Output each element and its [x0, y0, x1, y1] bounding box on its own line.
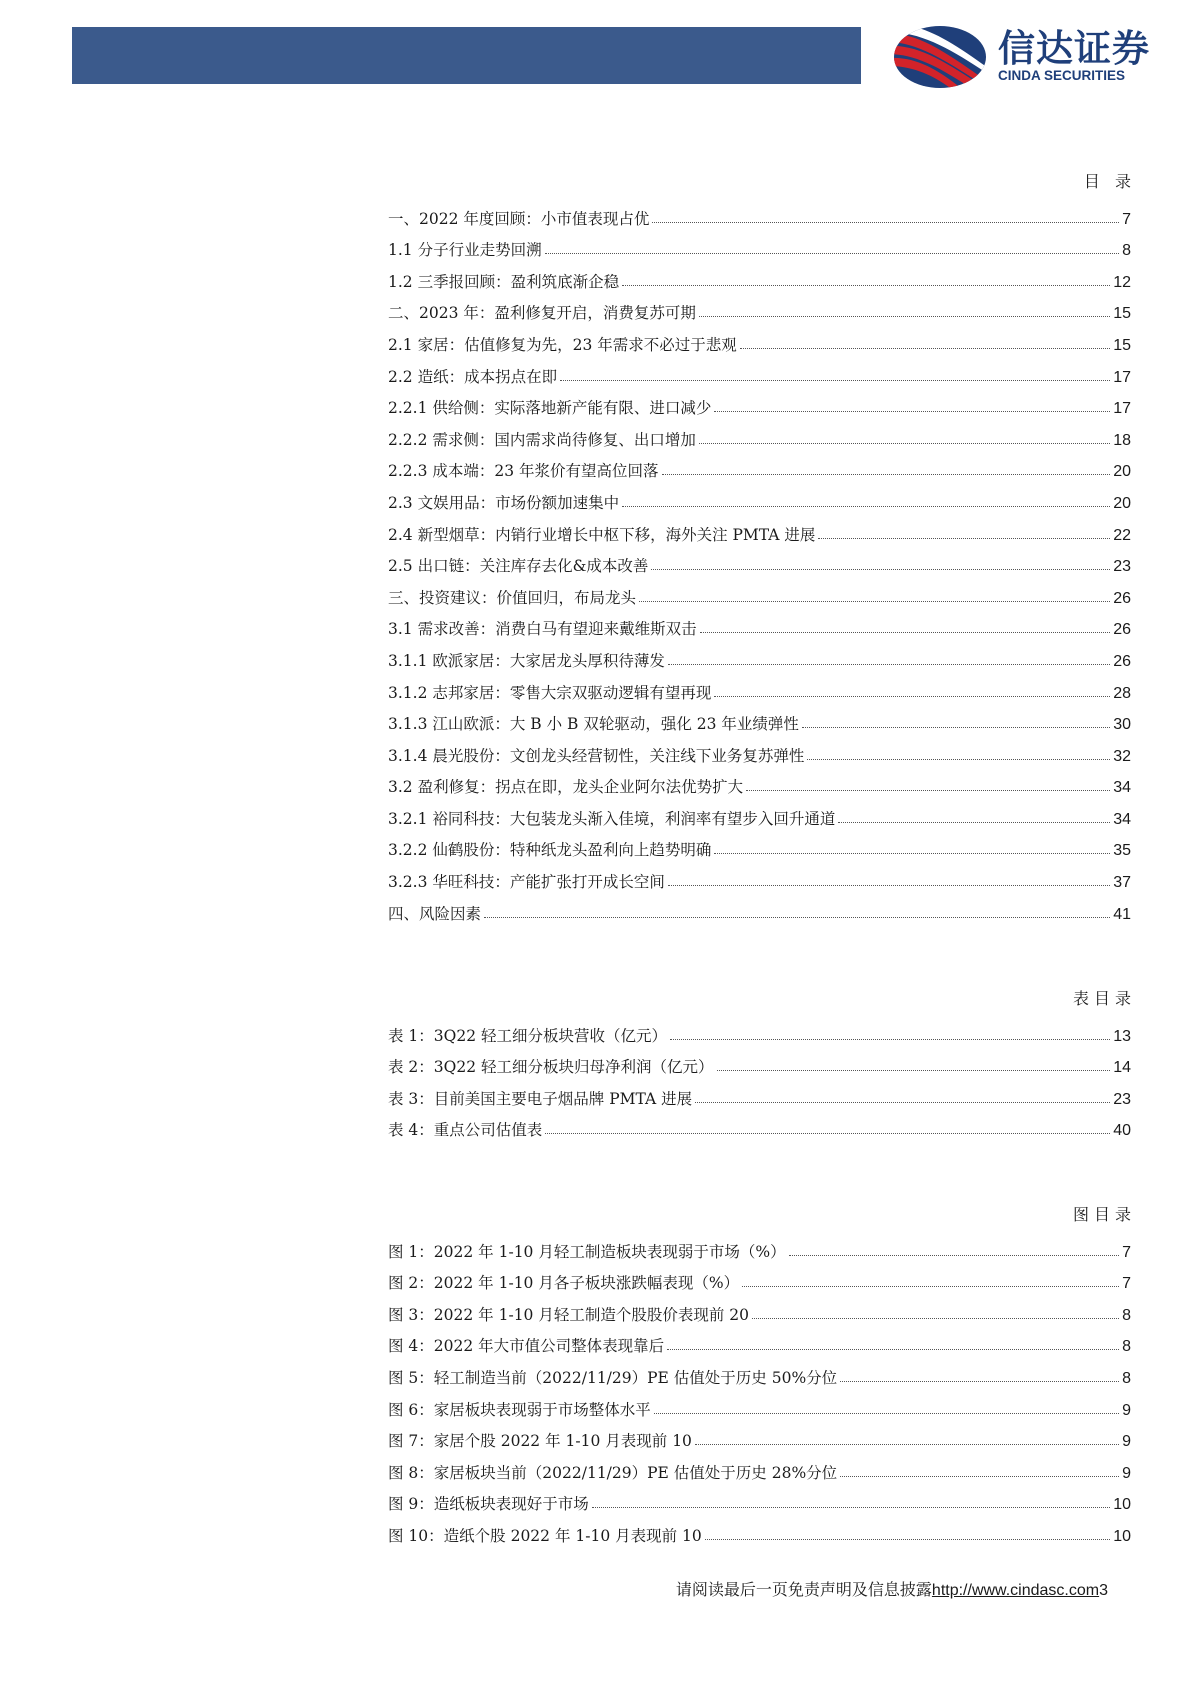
- dot-leader: [705, 1539, 1110, 1540]
- toc-entry[interactable]: [388, 576, 1131, 608]
- entry-page-number: 7: [1122, 210, 1131, 228]
- tables-title: 表目录: [1072, 989, 1136, 1008]
- dot-leader: [545, 253, 1120, 254]
- logo-english-name: CINDA SECURITIES: [998, 68, 1126, 83]
- entry-label: 表 3：目前美国主要电子烟品牌 PMTA 进展: [388, 1089, 693, 1108]
- entry-label: 图 9：造纸板块表现好于市场: [388, 1495, 589, 1514]
- dot-leader: [838, 822, 1110, 823]
- toc-entry[interactable]: [388, 1109, 1131, 1141]
- entry-page-number: 20: [1113, 463, 1131, 481]
- dot-leader: [717, 1070, 1111, 1071]
- dot-leader: [670, 1039, 1110, 1040]
- toc-entry[interactable]: [388, 829, 1131, 861]
- toc-entry[interactable]: [388, 197, 1131, 229]
- list-of-tables: [388, 984, 1136, 1140]
- toc-entry[interactable]: [388, 1293, 1131, 1325]
- toc-entry[interactable]: [388, 703, 1131, 735]
- toc-entry[interactable]: [388, 418, 1131, 450]
- website-link[interactable]: http://www.cindasc.com: [931, 1582, 1100, 1599]
- toc-entry[interactable]: [388, 860, 1131, 892]
- entry-label: 2.4 新型烟草：内销行业增长中枢下移，海外关注 PMTA 进展: [388, 525, 816, 544]
- toc-entry[interactable]: [388, 1046, 1131, 1078]
- disclaimer-text: 请阅读最后一页免责声明及信息披露: [675, 1580, 932, 1599]
- dot-leader: [592, 1507, 1110, 1508]
- dot-leader: [695, 1102, 1110, 1103]
- entry-label: 三、投资建议：价值回归，布局龙头: [388, 588, 637, 607]
- toc-entry[interactable]: [388, 608, 1131, 640]
- list-of-figures: [388, 1200, 1136, 1546]
- entry-label: 表 2：3Q22 轻工细分板块归母净利润（亿元）: [388, 1058, 714, 1077]
- toc-list: [388, 197, 1131, 924]
- entry-page-number: 8: [1122, 1369, 1131, 1387]
- entry-label: 2.5 出口链：关注库存去化&成本改善: [388, 557, 649, 576]
- toc-entry[interactable]: [388, 734, 1131, 766]
- toc-entry[interactable]: [388, 1420, 1131, 1452]
- toc-entry[interactable]: [388, 387, 1131, 419]
- entry-page-number: 28: [1113, 684, 1131, 702]
- entry-page-number: 8: [1122, 1338, 1131, 1356]
- toc-entry[interactable]: [388, 323, 1131, 355]
- entry-label: 3.1.1 欧派家居：大家居龙头厚积待薄发: [388, 651, 665, 670]
- entry-label: 3.2 盈利修复：拐点在即，龙头企业阿尔法优势扩大: [388, 778, 744, 797]
- dot-leader: [639, 601, 1110, 602]
- entry-page-number: 22: [1113, 526, 1131, 544]
- entry-page-number: 18: [1113, 431, 1131, 449]
- entry-page-number: 15: [1113, 305, 1131, 323]
- entry-page-number: 14: [1113, 1059, 1131, 1077]
- entry-label: 四、风险因素: [388, 904, 482, 923]
- figures-title: 图目录: [1072, 1205, 1136, 1224]
- dot-leader: [652, 222, 1119, 223]
- table-of-contents: [388, 167, 1136, 924]
- entry-page-number: 10: [1113, 1527, 1131, 1545]
- dot-leader: [545, 1133, 1110, 1134]
- entry-label: 表 4：重点公司估值表: [388, 1121, 543, 1140]
- entry-label: 图 3：2022 年 1-10 月轻工制造个股股价表现前 20: [388, 1305, 749, 1324]
- dot-leader: [714, 411, 1110, 412]
- entry-page-number: 37: [1113, 874, 1131, 892]
- entry-page-number: 40: [1113, 1122, 1131, 1140]
- page-footer: [676, 1577, 1108, 1600]
- company-logo: [888, 24, 1178, 90]
- entry-label: 二、2023 年：盈利修复开启，消费复苏可期: [388, 304, 696, 323]
- dot-leader: [840, 1381, 1119, 1382]
- entry-page-number: 17: [1113, 368, 1131, 386]
- entry-label: 一、2022 年度回顾：小市值表现占优: [388, 209, 650, 228]
- entry-label: 图 6：家居板块表现弱于市场整体水平: [388, 1400, 651, 1419]
- dot-leader: [840, 1476, 1119, 1477]
- toc-entry[interactable]: [388, 892, 1131, 924]
- toc-entry[interactable]: [388, 260, 1131, 292]
- entry-label: 3.2.2 仙鹤股份：特种纸龙头盈利向上趋势明确: [388, 841, 712, 860]
- entry-page-number: 7: [1122, 1243, 1131, 1261]
- dot-leader: [695, 1444, 1119, 1445]
- entry-label: 图 2：2022 年 1-10 月各子板块涨跌幅表现（%）: [388, 1274, 740, 1293]
- toc-entry[interactable]: [388, 355, 1131, 387]
- entry-page-number: 9: [1122, 1433, 1131, 1451]
- toc-entry[interactable]: [388, 513, 1131, 545]
- dot-leader: [740, 348, 1110, 349]
- entry-page-number: 26: [1113, 652, 1131, 670]
- dot-leader: [668, 664, 1110, 665]
- entry-page-number: 26: [1113, 621, 1131, 639]
- dot-leader: [662, 474, 1111, 475]
- entry-label: 3.1.4 晨光股份：文创龙头经营韧性，关注线下业务复苏弹性: [388, 746, 805, 765]
- dot-leader: [746, 790, 1110, 791]
- toc-entry[interactable]: [388, 481, 1131, 513]
- entry-label: 3.1 需求改善：消费白马有望迎来戴维斯双击: [388, 620, 697, 639]
- entry-page-number: 10: [1113, 1496, 1131, 1514]
- entry-label: 3.2.3 华旺科技：产能扩张打开成长空间: [388, 873, 665, 892]
- toc-entry[interactable]: [388, 1325, 1131, 1357]
- entry-page-number: 30: [1113, 716, 1131, 734]
- dot-leader: [622, 506, 1110, 507]
- entry-page-number: 26: [1113, 589, 1131, 607]
- header-bar: [72, 27, 861, 84]
- toc-entry[interactable]: [388, 1014, 1131, 1046]
- dot-leader: [700, 632, 1111, 633]
- entry-page-number: 23: [1113, 1090, 1131, 1108]
- dot-leader: [807, 759, 1110, 760]
- entry-page-number: 8: [1122, 1306, 1131, 1324]
- entry-label: 1.2 三季报回顾：盈利筑底渐企稳: [388, 272, 620, 291]
- entry-label: 图 1：2022 年 1-10 月轻工制造板块表现弱于市场（%）: [388, 1242, 786, 1261]
- toc-entry[interactable]: [388, 229, 1131, 261]
- entry-label: 2.2 造纸：成本拐点在即: [388, 367, 558, 386]
- dot-leader: [818, 538, 1110, 539]
- entry-page-number: 8: [1122, 242, 1131, 260]
- entry-label: 表 1：3Q22 轻工细分板块营收（亿元）: [388, 1026, 668, 1045]
- toc-title: 目 录: [1083, 172, 1136, 191]
- entry-label: 图 4：2022 年大市值公司整体表现靠后: [388, 1337, 665, 1356]
- entry-label: 图 10：造纸个股 2022 年 1-10 月表现前 10: [388, 1526, 702, 1545]
- dot-leader: [699, 316, 1110, 317]
- toc-entry[interactable]: [388, 450, 1131, 482]
- figures-list: [388, 1230, 1131, 1546]
- toc-entry[interactable]: [388, 1077, 1131, 1109]
- tables-list: [388, 1014, 1131, 1140]
- dot-leader: [802, 727, 1110, 728]
- toc-entry[interactable]: [388, 1514, 1131, 1546]
- entry-label: 2.3 文娱用品：市场份额加速集中: [388, 493, 620, 512]
- entry-label: 2.2.3 成本端：23 年浆价有望高位回落: [388, 462, 659, 481]
- entry-page-number: 9: [1122, 1401, 1131, 1419]
- page-number: 3: [1099, 1582, 1108, 1599]
- toc-entry[interactable]: [388, 671, 1131, 703]
- dot-leader: [622, 285, 1110, 286]
- cinda-logo-icon: [888, 24, 988, 90]
- dot-leader: [651, 569, 1110, 570]
- entry-page-number: 20: [1113, 494, 1131, 512]
- toc-entry[interactable]: [388, 1388, 1131, 1420]
- entry-label: 图 5：轻工制造当前（2022/11/29）PE 估值处于历史 50%分位: [388, 1368, 838, 1387]
- entry-page-number: 7: [1122, 1275, 1131, 1293]
- dot-leader: [484, 917, 1110, 918]
- dot-leader: [789, 1255, 1120, 1256]
- dot-leader: [714, 696, 1110, 697]
- entry-label: 2.1 家居：估值修复为先，23 年需求不必过于悲观: [388, 335, 737, 354]
- dot-leader: [752, 1318, 1119, 1319]
- entry-label: 2.2.1 供给侧：实际落地新产能有限、进口减少: [388, 399, 712, 418]
- entry-page-number: 12: [1113, 273, 1131, 291]
- toc-entry[interactable]: [388, 639, 1131, 671]
- dot-leader: [699, 443, 1110, 444]
- dot-leader: [742, 1286, 1119, 1287]
- toc-entry[interactable]: [388, 1230, 1131, 1262]
- entry-label: 3.1.3 江山欧派：大 B 小 B 双轮驱动，强化 23 年业绩弹性: [388, 715, 799, 734]
- entry-page-number: 34: [1113, 779, 1131, 797]
- entry-page-number: 35: [1113, 842, 1131, 860]
- entry-page-number: 15: [1113, 336, 1131, 354]
- entry-label: 1.1 分子行业走势回溯: [388, 241, 542, 260]
- toc-entry[interactable]: [388, 1262, 1131, 1294]
- toc-entry[interactable]: [388, 1356, 1131, 1388]
- entry-page-number: 32: [1113, 747, 1131, 765]
- entry-page-number: 9: [1122, 1464, 1131, 1482]
- dot-leader: [668, 885, 1110, 886]
- entry-page-number: 17: [1113, 400, 1131, 418]
- entry-label: 图 8：家居板块当前（2022/11/29）PE 估值处于历史 28%分位: [388, 1463, 838, 1482]
- entry-page-number: 34: [1113, 810, 1131, 828]
- toc-entry[interactable]: [388, 797, 1131, 829]
- toc-entry[interactable]: [388, 766, 1131, 798]
- dot-leader: [654, 1413, 1119, 1414]
- dot-leader: [667, 1349, 1119, 1350]
- entry-page-number: 41: [1113, 905, 1131, 923]
- dot-leader: [560, 380, 1110, 381]
- entry-page-number: 13: [1113, 1027, 1131, 1045]
- dot-leader: [714, 853, 1110, 854]
- entry-label: 2.2.2 需求侧：国内需求尚待修复、出口增加: [388, 430, 696, 449]
- toc-entry[interactable]: [388, 545, 1131, 577]
- entry-label: 3.1.2 志邦家居：零售大宗双驱动逻辑有望再现: [388, 683, 712, 702]
- entry-label: 3.2.1 裕同科技：大包装龙头渐入佳境，利润率有望步入回升通道: [388, 809, 836, 828]
- entry-page-number: 23: [1113, 558, 1131, 576]
- entry-label: 图 7：家居个股 2022 年 1-10 月表现前 10: [388, 1432, 692, 1451]
- toc-entry[interactable]: [388, 292, 1131, 324]
- logo-chinese-name: 信达证券: [998, 27, 1150, 70]
- toc-entry[interactable]: [388, 1451, 1131, 1483]
- toc-entry[interactable]: [388, 1483, 1131, 1515]
